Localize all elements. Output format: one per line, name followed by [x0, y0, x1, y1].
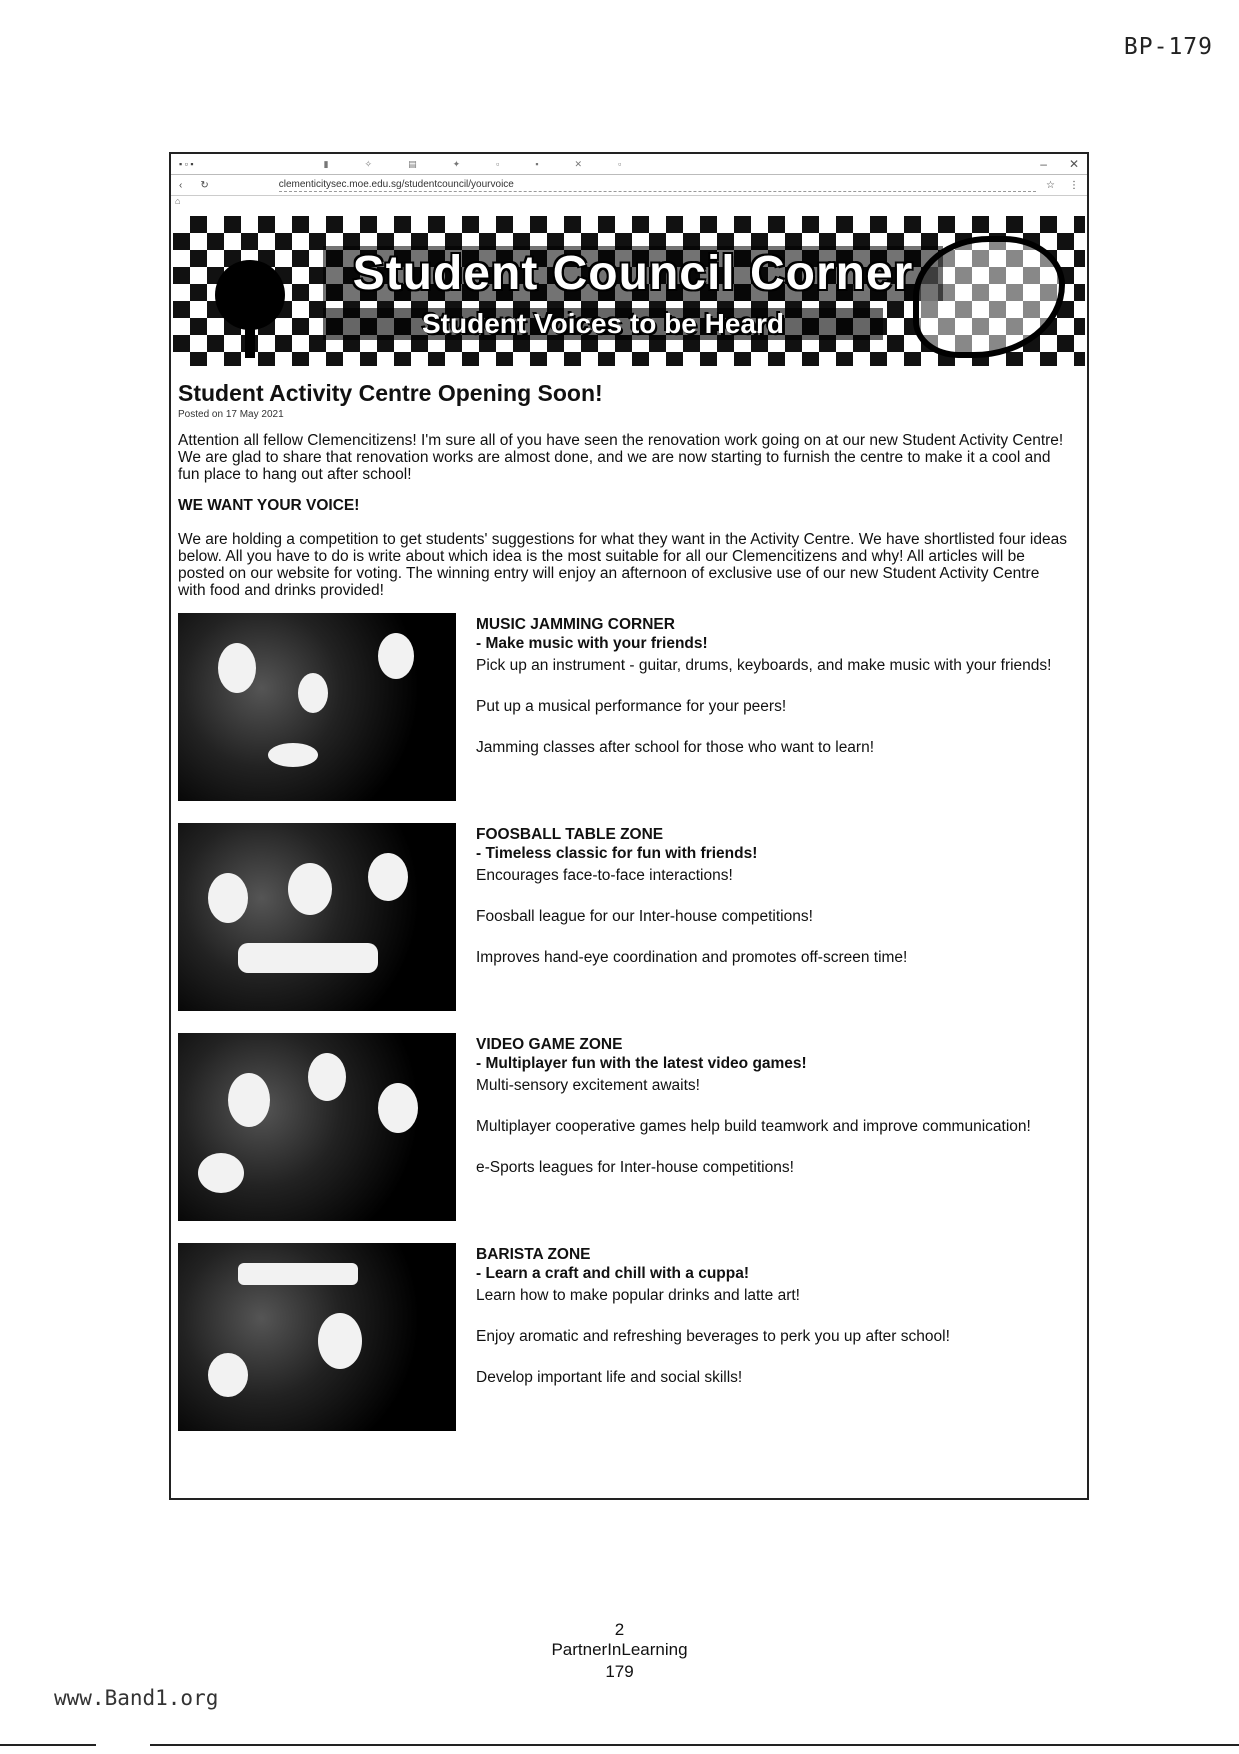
- zone-point: Encourages face-to-face interactions!: [476, 867, 733, 884]
- bottom-rule: [150, 1744, 1239, 1746]
- minimize-icon[interactable]: –: [1040, 157, 1047, 171]
- zone-text: [476, 823, 1071, 1033]
- browser-tab[interactable]: ▪ ▫ ▪: [179, 159, 194, 169]
- post-heading: WE WANT YOUR VOICE!: [178, 497, 360, 514]
- zone-point: Foosball league for our Inter-house competitions!: [476, 908, 813, 925]
- zone-tagline: - Multiplayer fun with the latest video games!: [476, 1055, 807, 1072]
- browser-tab-bar: [171, 154, 1087, 175]
- browser-screenshot: [169, 152, 1089, 1500]
- video-game-photo: [178, 1033, 456, 1221]
- tree-trunk-graphic: [245, 324, 255, 358]
- site-url: www.Band1.org: [54, 1686, 219, 1710]
- zone-point: Improves hand-eye coordination and promotes off-screen time!: [476, 949, 908, 966]
- article: [171, 380, 1087, 1453]
- page-code: BP-179: [1123, 34, 1213, 60]
- star-icon[interactable]: ☆: [1046, 179, 1055, 191]
- zone-point: Enjoy aromatic and refreshing beverages to perk you up after school!: [476, 1328, 950, 1345]
- tab-icon[interactable]: ✕: [574, 158, 583, 169]
- tab-icon[interactable]: ✦: [452, 158, 461, 169]
- tree-graphic: [215, 260, 285, 330]
- address-bar: [171, 175, 1087, 196]
- zone-text: [476, 613, 1071, 823]
- zone-point: Learn how to make popular drinks and latte art!: [476, 1287, 800, 1304]
- zone-list: [178, 613, 1071, 1453]
- bookmark-icon[interactable]: ▮: [323, 158, 329, 169]
- tab-icon[interactable]: ▫: [618, 158, 622, 169]
- zone-point: Pick up an instrument - guitar, drums, keyboards, and make music with your friends!: [476, 657, 1052, 674]
- sheet-number: 179: [605, 1662, 634, 1681]
- zone-foosball: [178, 823, 1071, 1033]
- tab-icon[interactable]: ▤: [408, 158, 417, 169]
- zone-point: Multiplayer cooperative games help build teamwork and improve communication!: [476, 1118, 1031, 1135]
- barista-photo: [178, 1243, 456, 1431]
- post-intro: Attention all fellow Clemencitizens! I'm sure all of you have seen the renovation work going on at our new Student Activity Centre! We are glad to share that renovation works are almost done, and we are now starting to furnish the centre to make it a cool and fun place to hang out after school!: [178, 432, 1064, 483]
- bottom-rule: [0, 1744, 96, 1746]
- menu-icon[interactable]: ⋮: [1069, 179, 1079, 191]
- page-number: 2: [614, 1620, 625, 1639]
- zone-tagline: - Make music with your friends!: [476, 635, 708, 652]
- reload-icon[interactable]: ↻: [200, 179, 209, 191]
- post-title: Student Activity Centre Opening Soon!: [178, 380, 603, 406]
- zone-text: [476, 1033, 1071, 1243]
- tab-icons: [324, 159, 622, 170]
- zone-text: [476, 1243, 1071, 1453]
- zone-barista: [178, 1243, 1071, 1453]
- zone-title: VIDEO GAME ZONE: [476, 1036, 623, 1053]
- zone-point: Jamming classes after school for those who want to learn!: [476, 739, 875, 756]
- bookmark-bar: ⌂: [175, 196, 181, 206]
- zone-title: FOOSBALL TABLE ZONE: [476, 826, 664, 843]
- zone-point: e-Sports leagues for Inter-house competitions!: [476, 1159, 794, 1176]
- banner-subtitle: Student Voices to be Heard: [323, 308, 883, 340]
- post-body: We are holding a competition to get students' suggestions for what they want in the Activity Centre. We have shortlisted four ideas below. All you have to do is write about which idea is the most suitable for all our Clemencitizens and why! All articles will be posted on our website for voting. The winning entry will enjoy an afternoon of exclusive use of our new Student Activity Centre with food and drinks provided!: [178, 531, 1067, 599]
- zone-music: [178, 613, 1071, 823]
- back-icon[interactable]: ‹: [179, 179, 183, 191]
- zone-point: Develop important life and social skills!: [476, 1369, 743, 1386]
- site-banner: [173, 216, 1085, 366]
- music-photo: [178, 613, 456, 801]
- window-controls: [1040, 157, 1079, 171]
- close-icon[interactable]: ✕: [1068, 157, 1079, 171]
- zone-title: BARISTA ZONE: [476, 1246, 591, 1263]
- footer-brand: PartnerInLearning: [551, 1640, 688, 1659]
- zone-tagline: - Learn a craft and chill with a cuppa!: [476, 1265, 750, 1282]
- url-field[interactable]: clementicitysec.moe.edu.sg/studentcouncil/yourvoice: [279, 179, 1036, 192]
- toolbar-icons: [1046, 180, 1079, 191]
- post-date: Posted on 17 May 2021: [178, 409, 284, 420]
- zone-video-game: [178, 1033, 1071, 1243]
- zone-point: Put up a musical performance for your peers!: [476, 698, 787, 715]
- tab-icon[interactable]: ▪: [535, 158, 539, 169]
- zone-point: Multi-sensory excitement awaits!: [476, 1077, 700, 1094]
- foosball-photo: [178, 823, 456, 1011]
- tab-icon[interactable]: ▫: [496, 158, 500, 169]
- zone-title: MUSIC JAMMING CORNER: [476, 616, 675, 633]
- nav-icons: [179, 180, 209, 191]
- banner-title: Student Council Corner: [323, 246, 943, 301]
- zone-tagline: - Timeless classic for fun with friends!: [476, 845, 758, 862]
- extension-icon[interactable]: ✧: [364, 158, 373, 169]
